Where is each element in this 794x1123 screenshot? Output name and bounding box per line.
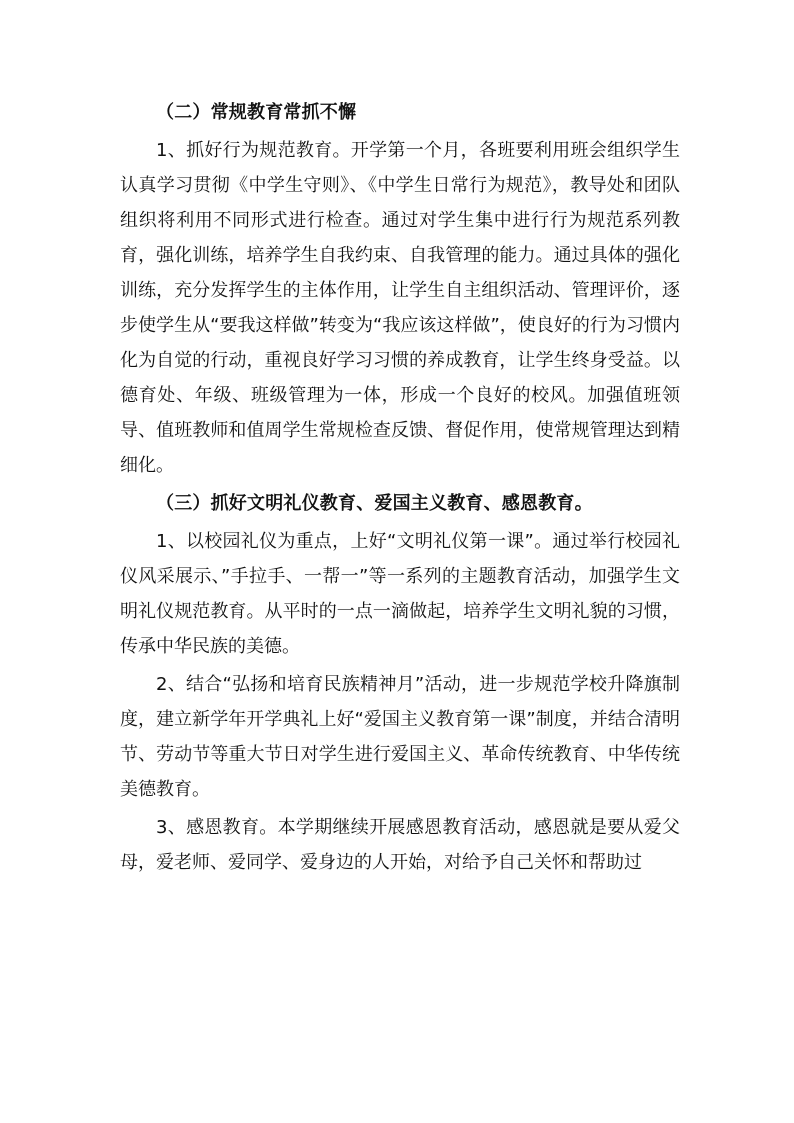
document-body <box>120 95 680 883</box>
paragraph-campus-etiquette: 1、以校园礼仪为重点，上好“文明礼仪第一课”。通过举行校园礼仪风采展示、”手拉手、一帮一”等一系列的主题教育活动，加强学生文明礼仪规范教育。从平时的一点一滴做起，培养学生文明礼貌的习惯，传承中华民族的美德。 <box>120 531 680 657</box>
section-heading-etiquette-patriotism-gratitude: （三）抓好文明礼仪教育、爱国主义教育、感恩教育。 <box>156 493 593 514</box>
paragraph-national-spirit-month: 2、结合“弘扬和培育民族精神月”活动，进一步规范学校升降旗制度，建立新学年开学典礼上好“爱国主义教育第一课”制度，并结合清明节、劳动节等重大节日对学生进行爱国主义、革命传统教育、中华传统美德教育。 <box>120 674 680 800</box>
section-heading-routine-education: （二）常规教育常抓不懈 <box>156 102 357 123</box>
paragraph-gratitude-education: 3、感恩教育。本学期继续开展感恩教育活动，感恩就是要从爱父母，爱老师、爱同学、爱身边的人开始，对给予自己关怀和帮助过 <box>120 817 680 873</box>
paragraph-behavior-norms: 1、抓好行为规范教育。开学第一个月，各班要利用班会组织学生认真学习贯彻《中学生守则》、《中学生日常行为规范》，教导处和团队组织将利用不同形式进行检查。通过对学生集中进行行为规范系列教育，强化训练，培养学生自我约束、自我管理的能力。通过具体的强化训练，充分发挥学生的主体作用，让学生自主组织活动、管理评价，逐步使学生从“要我这样做”转变为“我应该这样做”，使良好的行为习惯内化为自觉的行动，重视良好学习习惯的养成教育，让学生终身受益。以德育处、年级、班级管理为一体，形成一个良好的校风。加强值班领导、值班教师和值周学生常规检查反馈、督促作用，使常规管理达到精细化。 <box>120 140 680 476</box>
